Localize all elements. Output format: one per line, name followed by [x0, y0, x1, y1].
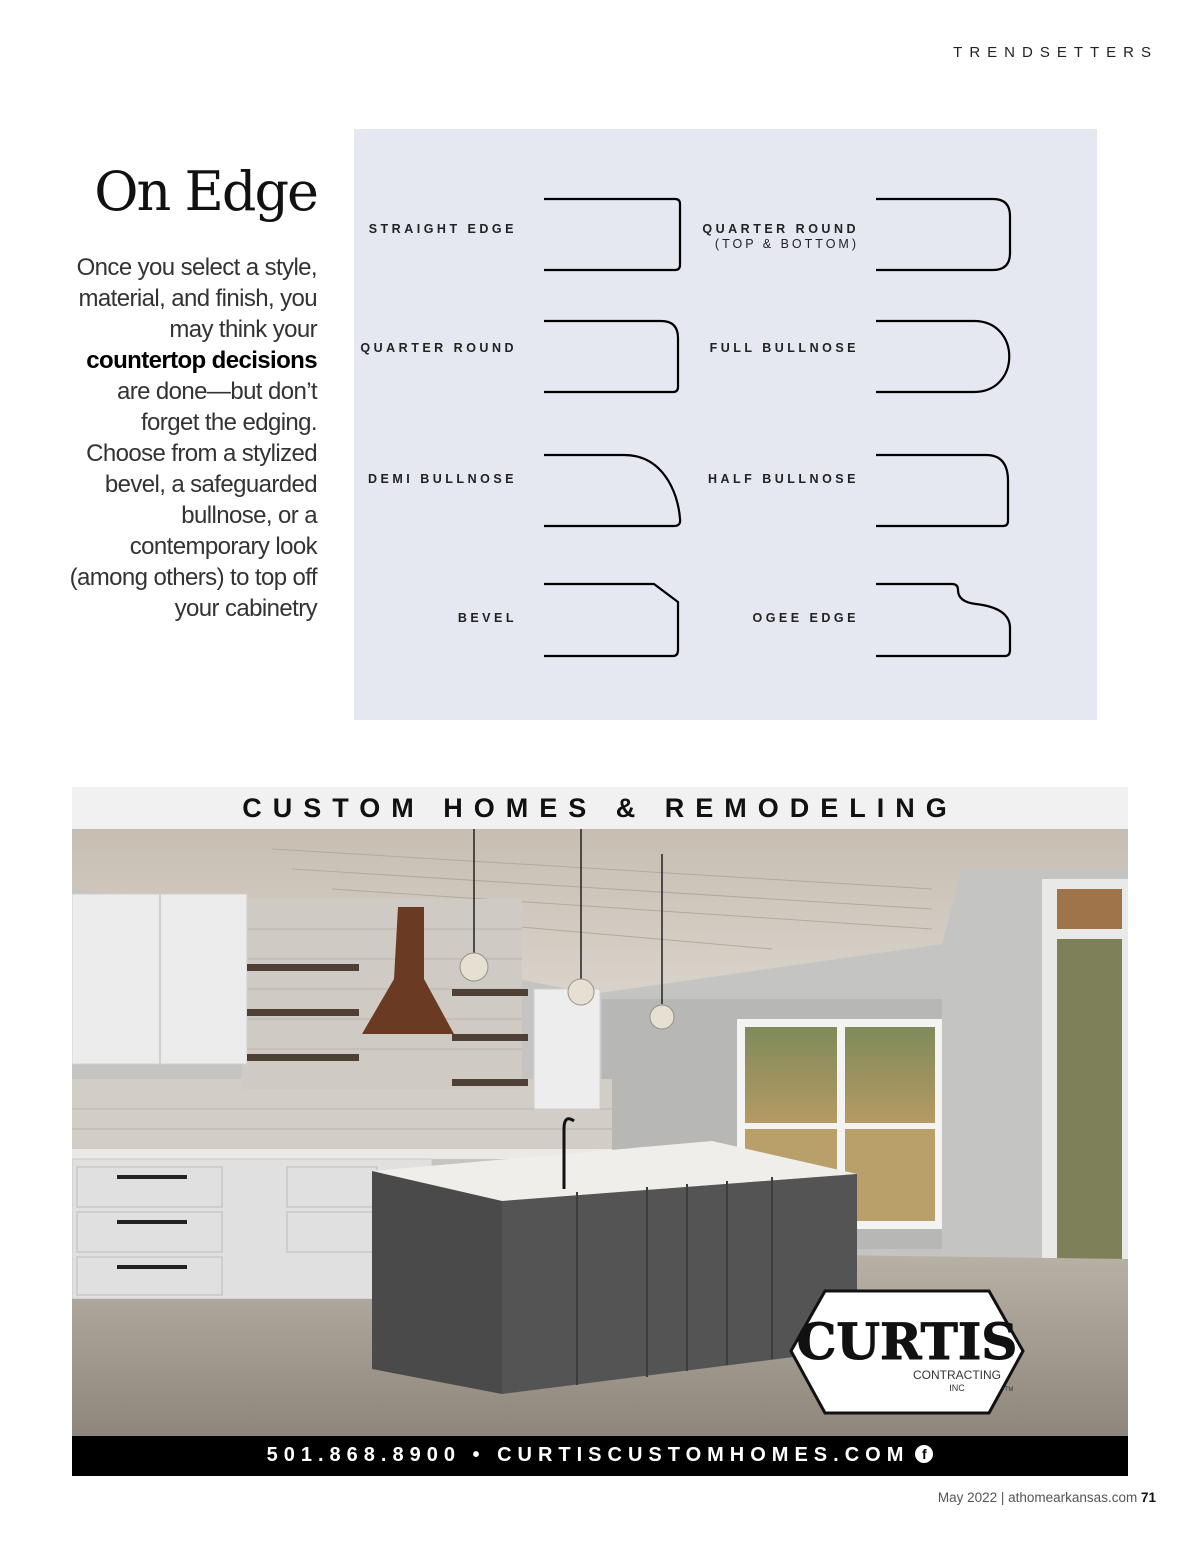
edge-name: QUARTER ROUND: [702, 222, 859, 236]
ad-tagline-bar: [72, 787, 1128, 829]
ad-tagline: CUSTOM HOMES & REMODELING: [242, 793, 958, 823]
advertisement: [72, 787, 1128, 1476]
half-bullnose-profile-icon: [876, 453, 1016, 529]
intro-bold: countertop decisions: [86, 347, 317, 374]
edge-label-straight: [357, 222, 517, 237]
full-bullnose-profile-icon: [876, 319, 1016, 395]
edge-label-bevel: [357, 611, 517, 626]
quarter-round-profile-icon: [544, 319, 684, 395]
edge-label-quarter-round-tb: [639, 222, 859, 252]
page-number: 71: [1140, 1490, 1156, 1505]
intro-text: Once you select a style, material, and finish, you may think your: [76, 254, 317, 343]
brand-sub: CONTRACTING: [913, 1368, 1001, 1382]
curtis-logo: [787, 1287, 1027, 1417]
brand-tm: TM: [1004, 1387, 1014, 1393]
edge-name: OGEE EDGE: [752, 611, 859, 625]
edge-label-full-bullnose: [639, 341, 859, 356]
ad-contact[interactable]: 501.868.8900 • CURTISCUSTOMHOMES.COM: [266, 1444, 910, 1466]
ogee-edge-profile-icon: [876, 582, 1016, 658]
edge-name: STRAIGHT EDGE: [368, 222, 517, 236]
facebook-icon[interactable]: f: [915, 1445, 933, 1463]
brand-sub-inc: INC: [949, 1383, 965, 1393]
edge-label-quarter-round: [357, 341, 517, 356]
edge-label-demi-bullnose: [357, 472, 517, 487]
edge-label-half-bullnose: [639, 472, 859, 487]
page-footer: [938, 1490, 1156, 1505]
edge-name: QUARTER ROUND: [360, 341, 517, 355]
edge-name: HALF BULLNOSE: [707, 472, 859, 486]
edge-profiles-panel: [354, 129, 1097, 720]
ad-contact-bar: [72, 1436, 1128, 1476]
article-intro: [60, 252, 317, 624]
intro-text-end: are done—but don’t forget the edging. Choose from a stylized bevel, a safeguarded bullnose, or a contemporary look (among others) to top off your cabinetry: [69, 378, 317, 622]
edge-name: FULL BULLNOSE: [709, 341, 859, 355]
demi-bullnose-profile-icon: [544, 453, 684, 529]
section-label: TRENDSETTERS: [953, 44, 1158, 61]
edge-name: BEVEL: [457, 611, 517, 625]
brand-name: CURTIS: [796, 1312, 1018, 1371]
edge-label-ogee: [639, 611, 859, 626]
edge-name: DEMI BULLNOSE: [368, 472, 517, 486]
folio-text: May 2022 | athomearkansas.com: [937, 1490, 1138, 1505]
edge-sub: (TOP & BOTTOM): [714, 237, 859, 251]
article-title: On Edge: [94, 160, 317, 223]
quarter-round-top-bottom-profile-icon: [876, 197, 1016, 273]
